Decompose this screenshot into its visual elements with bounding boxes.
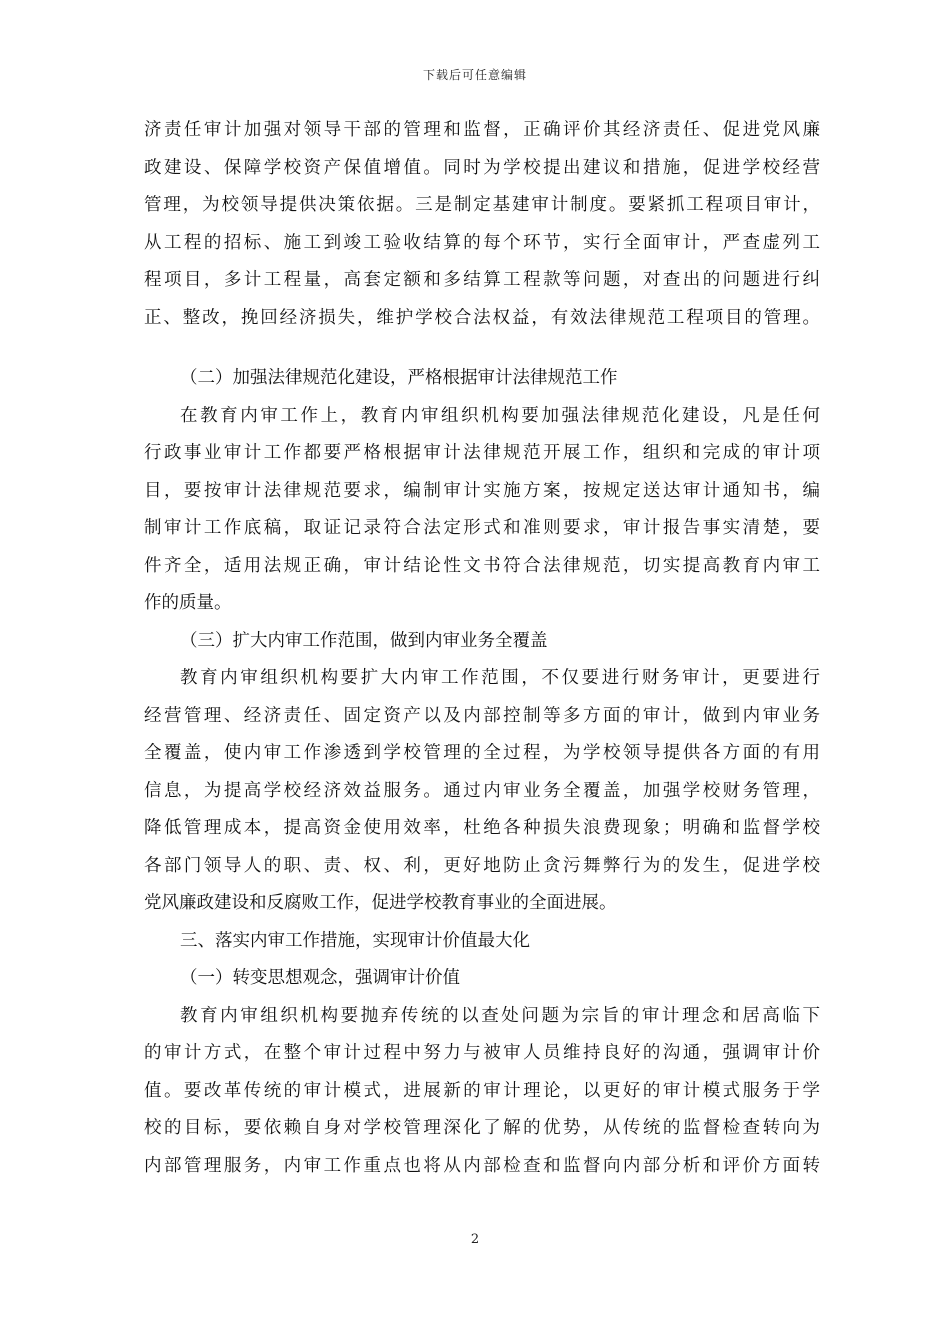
section-heading <box>144 623 820 661</box>
heading-text: （三）扩大内审工作范围，做到内审业务全覆盖 <box>180 630 548 651</box>
section-heading <box>144 360 820 398</box>
text-line: 在教育内审工作上，教育内审组织机构要加强法律规范化建设，凡是任何 <box>180 405 820 426</box>
page-header: 下载后可任意编辑 <box>422 68 527 82</box>
heading-text: （一）转变思想观念，强调审计价值 <box>180 968 460 988</box>
text-line: 从工程的招标、施工到竣工验收结算的每个环节，实行全面审计，严查虚列工 <box>144 232 820 253</box>
text-line: 作的质量。 <box>144 593 232 613</box>
section-heading <box>144 960 820 998</box>
document-body <box>144 112 820 1185</box>
text-line: 全覆盖，使内审工作渗透到学校管理的全过程，为学校领导提供各方面的有用 <box>144 743 820 763</box>
paragraph <box>144 112 820 337</box>
text-line: 程项目，多计工程量，高套定额和多结算工程款等问题，对查出的问题进行纠 <box>144 270 820 290</box>
paragraph <box>144 660 820 923</box>
text-line: 行政事业审计工作都要严格根据审计法律规范开展工作，组织和完成的审计项 <box>144 443 820 463</box>
section-heading <box>144 923 820 961</box>
text-line: 经营管理、经济责任、固定资产以及内部控制等多方面的审计，做到内审业务 <box>144 705 820 726</box>
text-line: 济责任审计加强对领导干部的管理和监督，正确评价其经济责任、促进党风廉 <box>144 120 820 140</box>
paragraph <box>144 998 820 1186</box>
text-line: 件齐全，适用法规正确，审计结论性文书符合法律规范，切实提高教育内审工 <box>144 555 820 576</box>
text-line: 制审计工作底稿，取证记录符合法定形式和准则要求，审计报告事实清楚，要 <box>144 518 820 538</box>
text-line: 党风廉政建设和反腐败工作，促进学校教育事业的全面进展。 <box>144 893 617 913</box>
text-line: 信息，为提高学校经济效益服务。通过内审业务全覆盖，加强学校财务管理， <box>144 780 820 801</box>
page-number: 2 <box>470 1232 480 1247</box>
text-line: 正、整改，挽回经济损失，维护学校合法权益，有效法律规范工程项目的管理。 <box>144 307 820 328</box>
text-line: 校的目标，要依赖自身对学校管理深化了解的优势，从传统的监督检查转向为 <box>144 1118 820 1138</box>
text-line: 目，要按审计法律规范要求，编制审计实施方案，按规定送达审计通知书，编 <box>144 480 820 501</box>
paragraph-gap <box>144 337 820 360</box>
text-line: 政建设、保障学校资产保值增值。同时为学校提出建议和措施，促进学校经营 <box>144 157 820 178</box>
text-line: 各部门领导人的职、责、权、利，更好地防止贪污舞弊行为的发生，促进学校 <box>144 855 820 876</box>
heading-text: 三、落实内审工作措施，实现审计价值最大化 <box>180 930 530 951</box>
paragraph <box>144 398 820 623</box>
text-line: 内部管理服务，内审工作重点也将从内部检查和监督向内部分析和评价方面转 <box>144 1155 820 1176</box>
text-line: 降低管理成本，提高资金使用效率，杜绝各种损失浪费现象；明确和监督学校 <box>144 818 820 838</box>
text-line: 教育内审组织机构要抛弃传统的以查处问题为宗旨的审计理念和居高临下 <box>180 1005 820 1026</box>
text-line: 教育内审组织机构要扩大内审工作范围，不仅要进行财务审计，更要进行 <box>180 668 820 688</box>
heading-text: （二）加强法律规范化建设，严格根据审计法律规范工作 <box>180 368 618 388</box>
text-line: 的审计方式，在整个审计过程中努力与被审人员维持良好的沟通，强调审计价 <box>144 1043 820 1063</box>
text-line: 值。要改革传统的审计模式，进展新的审计理论，以更好的审计模式服务于学 <box>144 1080 820 1101</box>
text-line: 管理，为校领导提供决策依据。三是制定基建审计制度。要紧抓工程项目审计， <box>144 195 820 215</box>
